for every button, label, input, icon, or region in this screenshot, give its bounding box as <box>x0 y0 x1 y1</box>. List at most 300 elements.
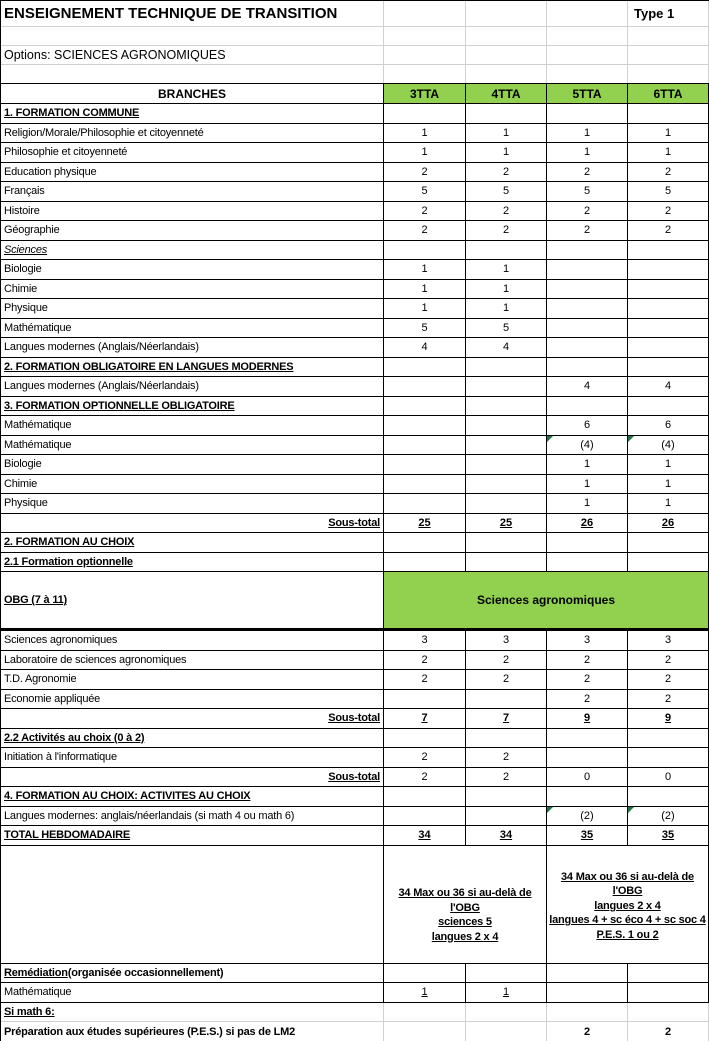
value-cell <box>384 143 466 162</box>
branch-cell <box>1 221 384 240</box>
value-cell <box>384 221 466 240</box>
value-label: 35 <box>661 829 675 842</box>
value-cell <box>547 182 628 201</box>
note-line: langues 4 + sc éco 4 + sc soc 4 <box>549 914 706 927</box>
table-row <box>1 670 709 690</box>
branch-cell <box>1 202 384 221</box>
branch-cell <box>1 358 384 377</box>
value-cell <box>466 163 547 182</box>
value-label: 2 <box>583 692 591 705</box>
value-label: 1 <box>583 458 591 471</box>
value-cell <box>384 533 466 552</box>
value-cell <box>628 143 709 162</box>
value-cell <box>384 768 466 787</box>
value-label: 2 <box>502 204 510 217</box>
cell-corner-marker <box>628 436 634 442</box>
value-cell <box>547 670 628 689</box>
table-row <box>1 241 709 261</box>
empty-cell <box>466 46 547 64</box>
value-cell <box>628 1003 709 1022</box>
empty-cell <box>547 1 628 26</box>
value-cell <box>547 104 628 123</box>
note-line: l'OBG <box>612 885 643 898</box>
value-cell <box>547 729 628 748</box>
note-line: langues 2 x 4 <box>431 930 499 943</box>
value-cell <box>628 377 709 396</box>
note-text <box>399 886 532 944</box>
value-label: 1 <box>583 126 591 139</box>
value-label: 5 <box>502 185 510 198</box>
value-cell <box>547 533 628 552</box>
value-label: 2 <box>583 673 591 686</box>
value-cell <box>628 729 709 748</box>
note-line: sciences 5 <box>438 916 492 928</box>
value-cell <box>628 338 709 357</box>
branch-label: Initiation à l'informatique <box>4 751 117 764</box>
table-row <box>1 163 709 183</box>
column-header-cell <box>628 84 709 103</box>
value-label: 2 <box>421 673 428 686</box>
value-label: 26 <box>661 516 675 529</box>
table-row <box>1 514 709 534</box>
branch-cell <box>1 455 384 474</box>
value-cell <box>466 964 547 983</box>
table-row <box>1 124 709 144</box>
branch-cell <box>1 807 384 826</box>
value-cell <box>466 338 547 357</box>
value-label: 7 <box>421 712 428 725</box>
value-cell <box>466 494 547 513</box>
value-cell <box>466 553 547 572</box>
value-cell <box>547 338 628 357</box>
value-cell <box>384 729 466 748</box>
branch-label: Histoire <box>4 204 40 217</box>
branch-cell <box>1 163 384 182</box>
value-label: 2 <box>664 653 672 666</box>
note-line: l'OBG <box>450 901 480 914</box>
branch-cell <box>1 182 384 201</box>
value-cell <box>547 494 628 513</box>
value-cell <box>384 553 466 572</box>
value-cell <box>384 631 466 650</box>
value-cell <box>547 631 628 650</box>
value-label: 6 <box>664 419 672 432</box>
value-label: 4 <box>664 380 672 393</box>
value-cell <box>628 494 709 513</box>
table-row <box>1 494 709 514</box>
empty-cell <box>628 27 709 45</box>
value-cell <box>384 377 466 396</box>
branch-cell <box>1 104 384 123</box>
column-header-label: 5TTA <box>572 86 602 101</box>
branch-cell <box>1 748 384 767</box>
branch-cell <box>1 436 384 455</box>
value-cell <box>547 768 628 787</box>
value-cell <box>547 1003 628 1022</box>
value-cell <box>547 475 628 494</box>
value-cell <box>466 358 547 377</box>
branch-cell <box>1 846 384 963</box>
value-label: 2 <box>583 165 591 178</box>
value-cell <box>547 280 628 299</box>
branch-cell <box>1 143 384 162</box>
value-label: 2 <box>502 673 510 686</box>
branch-cell <box>1 729 384 748</box>
empty-cell <box>1 27 384 45</box>
branch-label: Sous-total <box>328 770 380 783</box>
empty-cell <box>547 65 628 83</box>
value-label: 34 <box>418 829 431 842</box>
value-label: 1 <box>583 146 591 159</box>
value-cell <box>628 553 709 572</box>
value-label: 5 <box>502 321 510 334</box>
branch-cell <box>1 670 384 689</box>
cell-corner-marker <box>547 436 553 442</box>
empty-cell <box>466 1 547 26</box>
value-label: 5 <box>583 185 591 198</box>
value-cell <box>547 651 628 670</box>
value-label: 3 <box>421 634 428 647</box>
value-cell <box>547 709 628 728</box>
value-label: 2 <box>502 165 510 178</box>
value-cell <box>547 983 628 1002</box>
value-cell <box>466 768 547 787</box>
header-row <box>1 84 709 104</box>
table-row <box>1 358 709 378</box>
value-cell <box>628 670 709 689</box>
branch-label: Education physique <box>4 165 97 178</box>
branch-label: Mathématique <box>4 986 72 999</box>
table-row <box>1 338 709 358</box>
page-title: ENSEIGNEMENT TECHNIQUE DE TRANSITION <box>4 5 338 22</box>
table-row <box>1 416 709 436</box>
branch-cell <box>1 983 384 1002</box>
branch-cell <box>1 416 384 435</box>
value-cell <box>547 416 628 435</box>
value-cell <box>628 768 709 787</box>
value-cell <box>466 260 547 279</box>
branch-cell <box>1 241 384 260</box>
branch-cell <box>1 553 384 572</box>
value-cell <box>628 319 709 338</box>
value-cell <box>384 709 466 728</box>
value-label: 1 <box>664 126 672 139</box>
value-label: 5 <box>421 321 428 334</box>
branch-label: Géographie <box>4 224 60 237</box>
table-row <box>1 807 709 827</box>
column-header-label: 6TTA <box>653 86 683 101</box>
value-cell <box>547 553 628 572</box>
branch-cell <box>1 1003 384 1022</box>
table-row <box>1 690 709 710</box>
branch-label: 3. FORMATION OPTIONNELLE OBLIGATOIRE <box>4 399 235 412</box>
value-cell <box>628 475 709 494</box>
column-header-cell <box>384 84 466 103</box>
value-cell <box>384 1022 466 1041</box>
value-cell <box>466 670 547 689</box>
value-cell <box>384 1003 466 1022</box>
value-label: 3 <box>583 634 591 647</box>
value-cell <box>547 202 628 221</box>
empty-cell <box>384 46 466 64</box>
branch-label: 4. FORMATION AU CHOIX: ACTIVITES AU CHOIX <box>4 790 251 803</box>
value-cell <box>628 397 709 416</box>
branch-label: Chimie <box>4 282 38 295</box>
cell-corner-marker <box>547 807 553 813</box>
branch-label: Préparation aux études supérieures (P.E.S.) si pas de LM2 <box>4 1026 296 1038</box>
empty-cell <box>628 46 709 64</box>
value-label: 1 <box>664 458 672 471</box>
value-label: 4 <box>583 380 591 393</box>
value-cell <box>384 826 466 845</box>
value-cell <box>466 651 547 670</box>
value-cell <box>628 436 709 455</box>
value-label: 2 <box>583 204 591 217</box>
value-label: (2) <box>580 809 594 822</box>
value-cell <box>466 182 547 201</box>
branch-cell <box>1 514 384 533</box>
value-cell <box>384 338 466 357</box>
value-label: 1 <box>502 282 510 295</box>
value-label: 2 <box>664 1026 672 1038</box>
value-label: 34 <box>499 829 513 842</box>
value-label: 2 <box>664 204 672 217</box>
options-label: Options: SCIENCES AGRONOMIQUES <box>4 48 226 62</box>
value-cell <box>466 436 547 455</box>
table-row <box>1 983 709 1003</box>
value-label: 1 <box>502 986 510 999</box>
branch-label: Langues modernes (Anglais/Néerlandais) <box>4 341 199 354</box>
value-cell <box>384 241 466 260</box>
note-line: P.E.S. 1 ou 2 <box>596 928 659 941</box>
value-cell <box>547 964 628 983</box>
value-cell <box>628 514 709 533</box>
value-label: 1 <box>421 302 428 315</box>
obg-merged-cell <box>384 572 709 628</box>
empty-cell <box>1 65 384 83</box>
value-cell <box>466 514 547 533</box>
value-cell <box>384 455 466 474</box>
value-cell <box>628 280 709 299</box>
value-cell <box>384 983 466 1002</box>
table-row <box>1 768 709 788</box>
value-cell <box>384 124 466 143</box>
value-cell <box>384 416 466 435</box>
empty-cell <box>384 1 466 26</box>
value-cell <box>384 182 466 201</box>
value-cell <box>384 163 466 182</box>
column-header-label: 3TTA <box>409 86 440 101</box>
branch-label: Sciences agronomiques <box>4 634 118 647</box>
table-row <box>1 826 709 846</box>
branch-label: Laboratoire de sciences agronomiques <box>4 653 187 666</box>
spacer-row <box>1 27 709 46</box>
value-cell <box>628 983 709 1002</box>
branch-label: Mathématique <box>4 419 72 432</box>
value-label: 2 <box>421 770 428 783</box>
value-label: 2 <box>502 770 510 783</box>
branch-cell <box>1 631 384 650</box>
value-cell <box>466 241 547 260</box>
branch-cell <box>1 377 384 396</box>
value-cell <box>547 690 628 709</box>
value-cell <box>466 787 547 806</box>
empty-cell <box>384 65 466 83</box>
value-cell <box>547 260 628 279</box>
table-row <box>1 104 709 124</box>
table-row <box>1 631 709 651</box>
value-label: 2 <box>502 224 510 237</box>
branch-label: Chimie <box>4 477 38 490</box>
branch-label: T.D. Agronomie <box>4 673 77 686</box>
value-cell <box>384 690 466 709</box>
branch-cell <box>1 280 384 299</box>
value-cell <box>547 124 628 143</box>
value-label: 1 <box>421 263 428 276</box>
obg-row <box>1 572 709 631</box>
value-label: 2 <box>583 1026 591 1038</box>
branch-cell <box>1 533 384 552</box>
branch-label: Physique <box>4 302 48 315</box>
value-cell <box>466 377 547 396</box>
value-cell <box>628 748 709 767</box>
title-cell <box>1 1 384 26</box>
branch-label: Sciences <box>4 243 48 256</box>
note-cell-3tta-4tta <box>384 846 547 963</box>
value-cell <box>466 709 547 728</box>
value-cell <box>384 319 466 338</box>
branch-label: TOTAL HEBDOMADAIRE <box>4 829 130 842</box>
value-cell <box>466 124 547 143</box>
value-label: 1 <box>664 497 672 510</box>
title-row <box>1 1 709 27</box>
branch-cell <box>1 709 384 728</box>
value-cell <box>628 104 709 123</box>
column-header-cell <box>466 84 547 103</box>
value-cell <box>628 163 709 182</box>
branch-label: 2. FORMATION AU CHOIX <box>4 536 135 549</box>
branch-label: Biologie <box>4 458 42 471</box>
value-cell <box>547 514 628 533</box>
empty-cell <box>628 65 709 83</box>
branch-label: 2.2 Activités au choix (0 à 2) <box>4 731 145 744</box>
note-cell-5tta-6tta <box>547 846 709 963</box>
table-row <box>1 299 709 319</box>
value-cell <box>547 221 628 240</box>
value-label: 2 <box>421 204 428 217</box>
value-label: 1 <box>421 146 428 159</box>
value-cell <box>628 1022 709 1041</box>
table-row <box>1 964 709 984</box>
table-row <box>1 553 709 573</box>
table-row <box>1 1003 709 1023</box>
value-label: 2 <box>583 653 591 666</box>
value-label: 7 <box>502 712 510 725</box>
branch-label: OBG (7 à 11) <box>4 594 68 606</box>
empty-cell <box>466 27 547 45</box>
value-cell <box>466 807 547 826</box>
value-label: 1 <box>502 126 510 139</box>
branch-label: Langues modernes: anglais/néerlandais (si math 4 ou math 6) <box>4 809 295 822</box>
branch-cell <box>1 299 384 318</box>
value-label: 2 <box>502 653 510 666</box>
type-cell <box>628 1 709 26</box>
branch-cell <box>1 826 384 845</box>
value-label: 0 <box>664 770 672 783</box>
value-cell <box>628 807 709 826</box>
value-label: 6 <box>583 419 591 432</box>
value-cell <box>547 299 628 318</box>
branch-cell <box>1 651 384 670</box>
value-cell <box>628 202 709 221</box>
value-cell <box>384 748 466 767</box>
table-row <box>1 202 709 222</box>
value-cell <box>547 1022 628 1041</box>
table-row <box>1 436 709 456</box>
value-cell <box>466 533 547 552</box>
table-row <box>1 260 709 280</box>
value-cell <box>628 787 709 806</box>
curriculum-table <box>1 84 709 1041</box>
value-cell <box>466 1022 547 1041</box>
value-cell <box>384 358 466 377</box>
value-label: 1 <box>421 986 428 999</box>
branch-label: Mathématique <box>4 438 72 451</box>
branch-label: 2. FORMATION OBLIGATOIRE EN LANGUES MODERNES <box>4 360 294 373</box>
branch-cell <box>1 690 384 709</box>
spacer-row <box>1 65 709 84</box>
value-label: 2 <box>664 673 672 686</box>
note-text <box>549 870 705 943</box>
value-cell <box>628 358 709 377</box>
value-label: 1 <box>583 497 591 510</box>
table-row <box>1 182 709 202</box>
branch-cell <box>1 475 384 494</box>
branch-label: 2.1 Formation optionnelle <box>4 555 133 568</box>
branch-label: Physique <box>4 497 48 510</box>
branch-cell <box>1 964 384 983</box>
value-cell <box>628 964 709 983</box>
branch-cell <box>1 260 384 279</box>
value-cell <box>547 163 628 182</box>
table-row <box>1 143 709 163</box>
value-cell <box>466 1003 547 1022</box>
table-row <box>1 651 709 671</box>
value-label: 25 <box>499 516 513 529</box>
branch-label: Si math 6: <box>4 1005 55 1018</box>
value-cell <box>466 690 547 709</box>
value-label: (2) <box>661 809 675 822</box>
value-label: (4) <box>580 438 594 451</box>
value-cell <box>466 104 547 123</box>
branch-cell <box>1 1022 384 1041</box>
value-label: 2 <box>421 165 428 178</box>
value-cell <box>628 533 709 552</box>
value-cell <box>384 670 466 689</box>
note-row <box>1 846 709 964</box>
value-label: 1 <box>502 263 510 276</box>
value-label: 1 <box>502 302 510 315</box>
table-row <box>1 709 709 729</box>
empty-cell <box>547 46 628 64</box>
value-cell <box>628 124 709 143</box>
table-row <box>1 729 709 749</box>
value-label: 5 <box>664 185 672 198</box>
value-cell <box>466 729 547 748</box>
value-cell <box>547 748 628 767</box>
branch-label: Sous-total <box>328 516 380 529</box>
branch-cell <box>1 494 384 513</box>
